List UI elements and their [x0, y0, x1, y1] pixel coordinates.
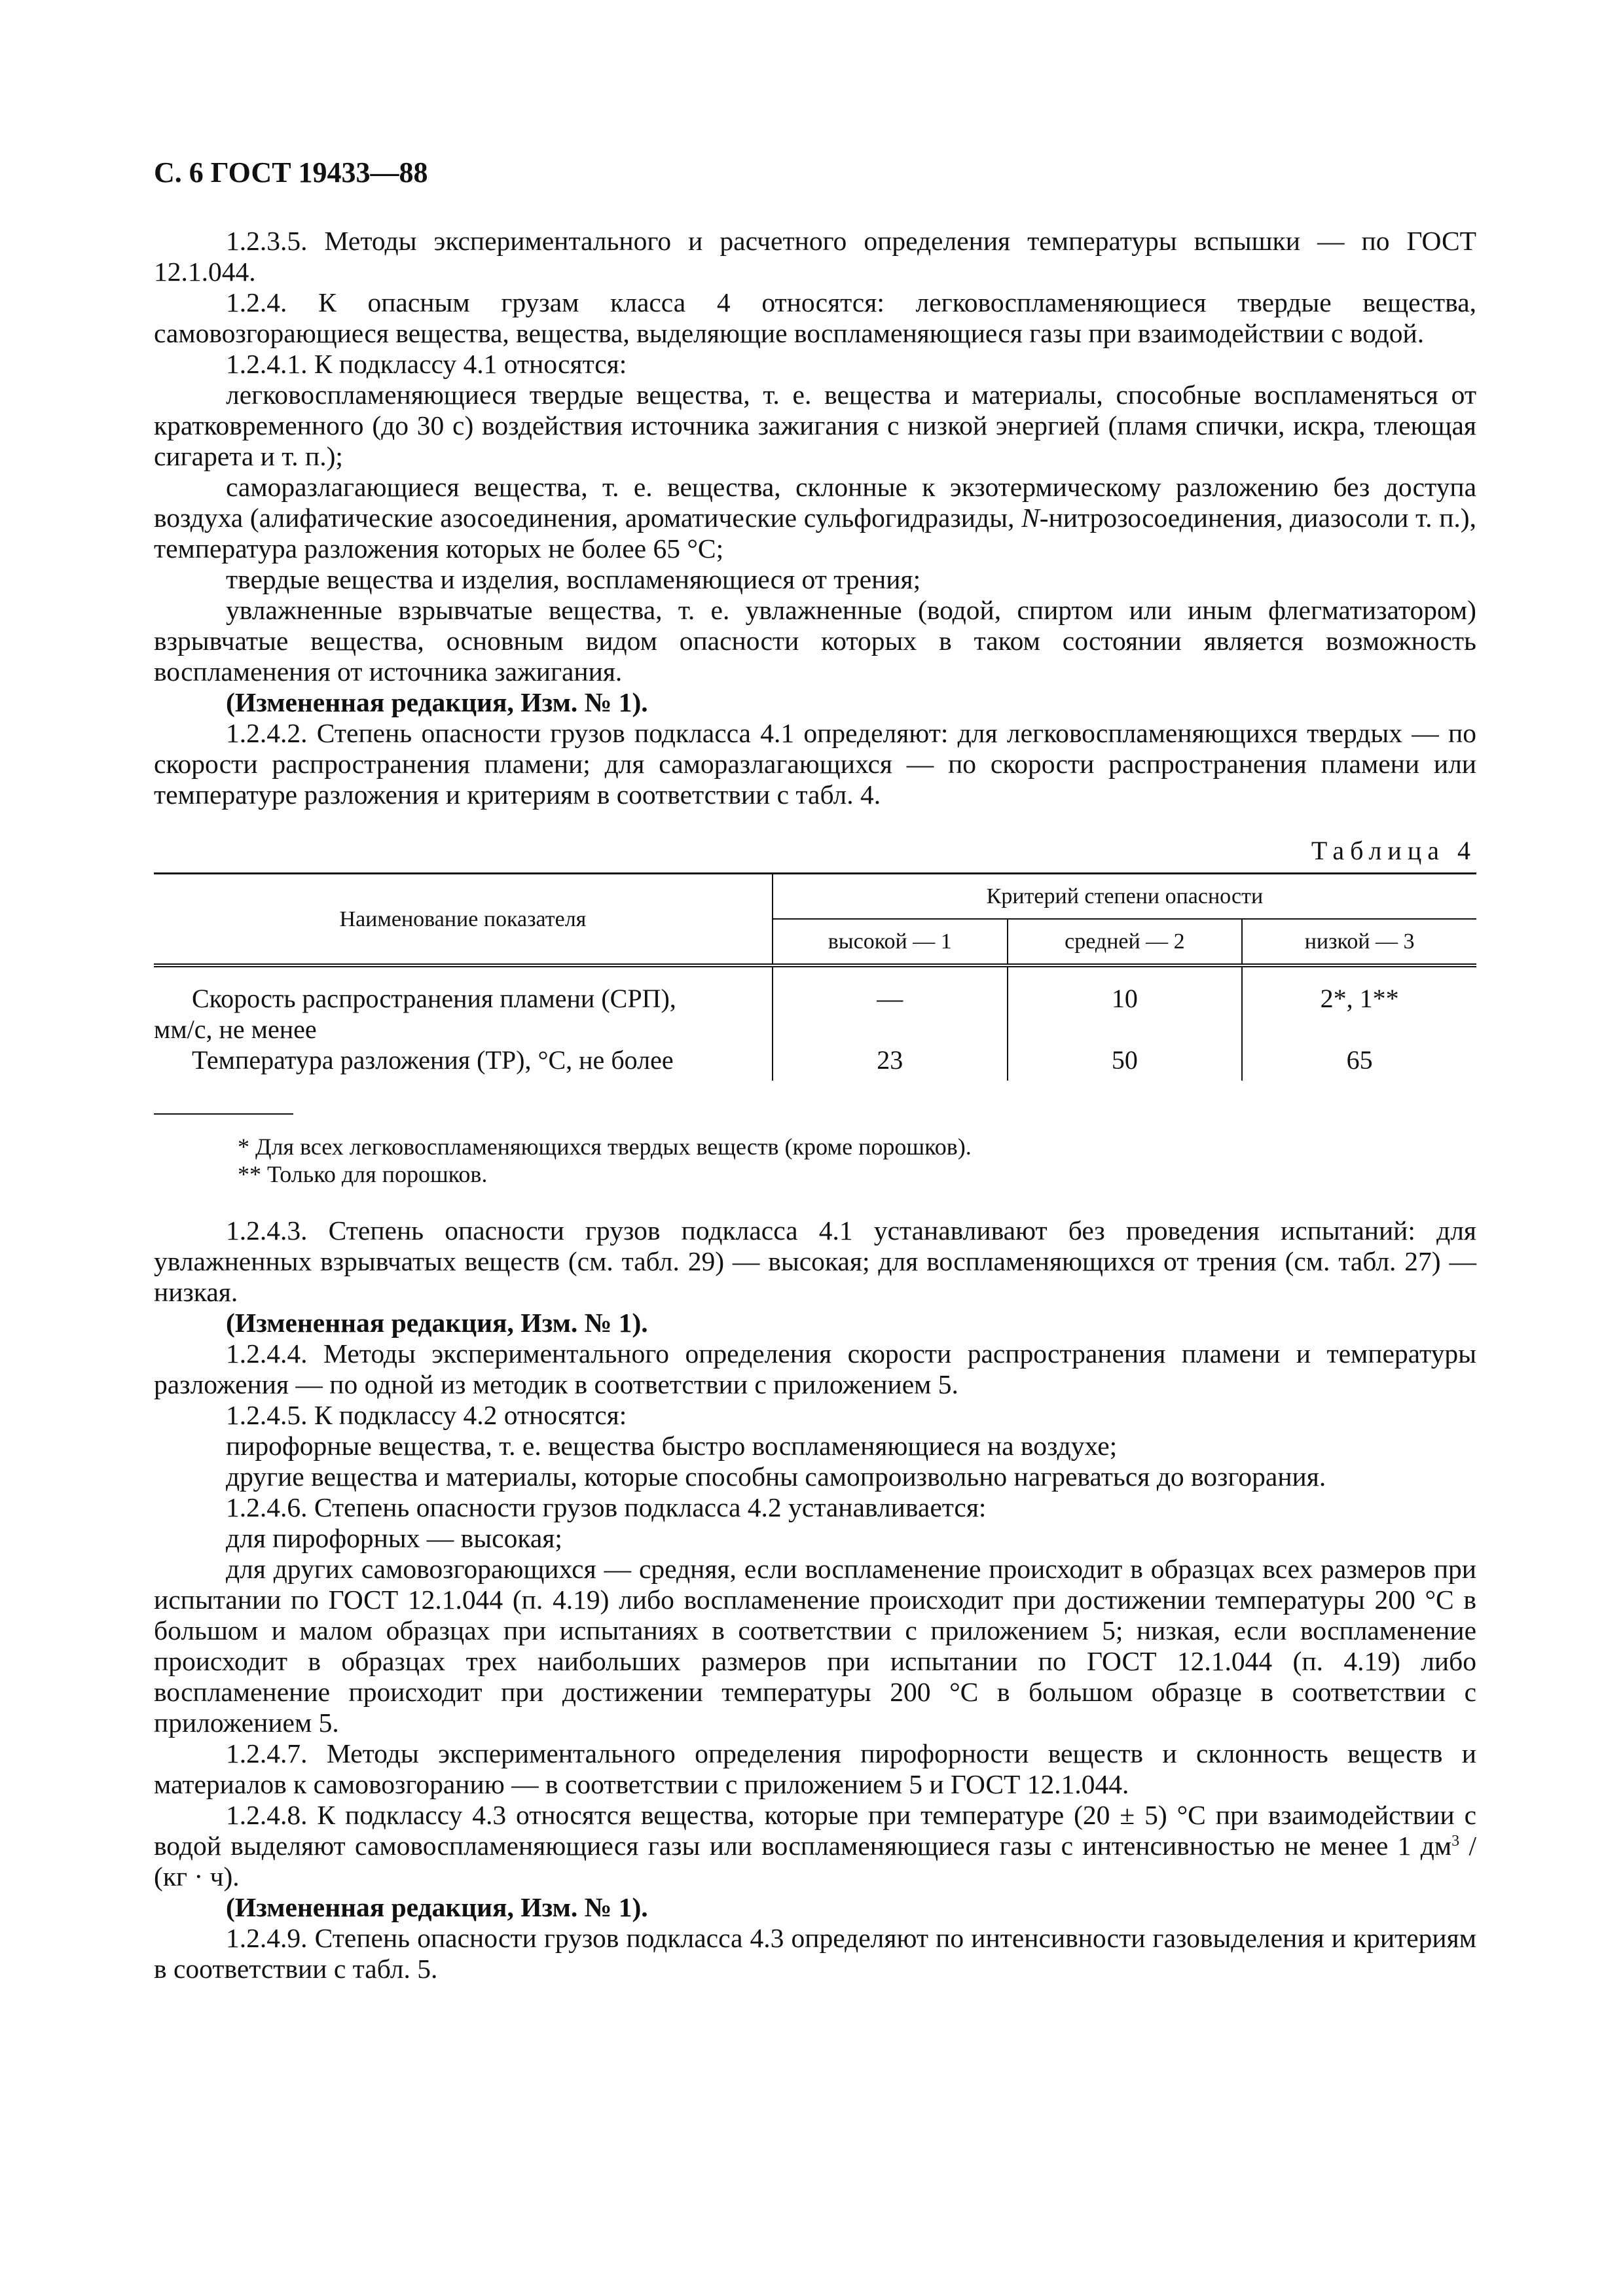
row-name — [154, 965, 773, 1045]
table-row — [154, 965, 1476, 1045]
amendment-note: (Измененная редакция, Изм. № 1). — [226, 1308, 648, 1338]
top-text-block — [154, 226, 1476, 810]
paragraph-other-substances: другие вещества и материалы, которые способны самопроизвольно нагреваться до возгорания. — [226, 1462, 1326, 1492]
paragraph-1-2-4: 1.2.4. К опасным грузам класса 4 относятся: легковоспламеняющиеся твердые вещества, самовозгорающиеся вещества, вещества, выделяющие воспламеняющиеся газы при взаимодействии с водой. — [154, 287, 1476, 348]
header-criteria: Критерий степени опасности — [773, 874, 1476, 920]
paragraph-1-2-4-8 — [154, 1800, 1476, 1892]
italic-n: N — [1021, 503, 1040, 533]
paragraph-1-2-4-7: 1.2.4.7. Методы экспериментального определения пирофорности веществ и склонность веществ и материалов к самовозгоранию — в соответствии с приложением 5 и ГОСТ 12.1.044. — [154, 1738, 1476, 1799]
row-name-line1: Температура разложения (ТР), °С, не более — [192, 1045, 674, 1075]
paragraph-desensitized-explosives: увлажненные взрывчатые вещества, т. е. увлажненные (водой, спиртом или иным флегматизатором) взрывчатые вещества, основным видом опасности которых в таком состоянии является возможность воспламенения от источника зажигания. — [154, 595, 1476, 687]
header-level-high: высокой — 1 — [773, 919, 1008, 965]
paragraph-flammable-solids: легковоспламеняющиеся твердые вещества, т. е. вещества и материалы, способные воспламеняться от кратковременного (до 30 с) воздействия источника зажигания с низкой энергией (пламя спички, искра, тлеющая сигарета и т. п.); — [154, 380, 1476, 471]
footnote-2: ** Только для порошков. — [238, 1161, 488, 1187]
paragraph-1-2-4-2: 1.2.4.2. Степень опасности грузов подкласса 4.1 определяют: для легковоспламеняющихся твердых — по скорости распространения пламени; для саморазлагающихся — по скорости распространения пламени или температуре разложения и критериям в соответствии с табл. 4. — [154, 718, 1476, 810]
row-name-line2: мм/с, не менее — [154, 1014, 317, 1044]
cell-value: 23 — [773, 1045, 1008, 1081]
cell-value: 10 — [1008, 965, 1243, 1045]
cell-value: — — [773, 965, 1008, 1045]
table-caption: Таблица 4 — [1311, 836, 1476, 865]
footnote-divider — [154, 1113, 293, 1115]
amendment-note: (Измененная редакция, Изм. № 1). — [226, 687, 648, 717]
text-segment: / (кг · ч). — [154, 1831, 1477, 1892]
text-segment: -нитрозосоединения, диазосоли т. п.), температура разложения которых не более 65 °С; — [154, 503, 1476, 564]
row-name — [154, 1045, 773, 1081]
header-level-low: низкой — 3 — [1242, 919, 1476, 965]
paragraph-1-2-4-4: 1.2.4.4. Методы экспериментального определения скорости распространения пламени и температуры разложения — по одной из методик в соответствии с приложением 5. — [154, 1338, 1476, 1399]
paragraph-1-2-4-6: 1.2.4.6. Степень опасности грузов подкласса 4.2 устанавливается: — [226, 1492, 987, 1522]
paragraph-1-2-3-5: 1.2.3.5. Методы экспериментального и расчетного определения температуры вспышки — по ГОСТ 12.1.044. — [154, 226, 1476, 287]
header-name: Наименование показателя — [154, 874, 773, 966]
table-4 — [154, 872, 1476, 1081]
paragraph-1-2-4-5: 1.2.4.5. К подклассу 4.2 относятся: — [226, 1400, 627, 1430]
paragraph-friction: твердые вещества и изделия, воспламеняющиеся от трения; — [226, 564, 921, 594]
paragraph-1-2-4-9: 1.2.4.9. Степень опасности грузов подкласса 4.3 определяют по интенсивности газовыделения и критериям в соответствии с табл. 5. — [154, 1923, 1476, 1984]
amendment-note: (Измененная редакция, Изм. № 1). — [226, 1892, 648, 1922]
cell-value: 65 — [1346, 1045, 1373, 1075]
page-header: С. 6 ГОСТ 19433—88 — [154, 156, 428, 188]
footnote-1: * Для всех легковоспламеняющихся твердых веществ (кроме порошков). — [238, 1134, 972, 1160]
superscript: 3 — [1451, 1833, 1460, 1850]
bottom-text-block — [154, 1215, 1476, 1984]
paragraph-self-reactive — [154, 472, 1476, 564]
cell-value: 2*, 1** — [1320, 984, 1399, 1013]
text-segment: 1.2.4.8. К подклассу 4.3 относятся вещества, которые при температуре (20 ± 5) °С при взаимодействии с водой выделяют самовоспламеняющиеся газы или воспламеняющиеся газы с интенсивностью не менее 1 дм — [154, 1800, 1476, 1861]
document-page — [154, 157, 1476, 1984]
row-name-line1: Скорость распространения пламени (СРП), — [192, 984, 676, 1013]
paragraph-pyrophoric-high: для пирофорных — высокая; — [226, 1523, 562, 1553]
paragraph-1-2-4-1: 1.2.4.1. К подклассу 4.1 относятся: — [226, 349, 627, 379]
paragraph-1-2-4-3: 1.2.4.3. Степень опасности грузов подкласса 4.1 устанавливают без проведения испытаний: для увлажненных взрывчатых веществ (см. табл. 29) — высокая; для воспламеняющихся от трения (см. табл. 27) — низкая. — [154, 1215, 1476, 1307]
paragraph-pyrophoric: пирофорные вещества, т. е. вещества быстро воспламеняющиеся на воздухе; — [226, 1431, 1118, 1461]
paragraph-other-self-heating: для других самовозгорающихся — средняя, если воспламенение происходит в образцах всех размеров при испытании по ГОСТ 12.1.044 (п. 4.19) либо воспламенение происходит при достижении температуры 200 °С в большом и малом образцах при испытаниях в соответствии с приложением 5; низкая, если воспламенение происходит в образцах трех наибольших размеров при испытании по ГОСТ 12.1.044 (п. 4.19) либо воспламенение происходит при достижении температуры 200 °С в большом образце в соответствии с приложением 5. — [154, 1554, 1476, 1738]
table-row — [154, 1045, 1476, 1081]
cell-value: 50 — [1008, 1045, 1243, 1081]
header-level-medium: средней — 2 — [1008, 919, 1243, 965]
text-segment: саморазлагающиеся вещества, т. е. вещества, склонные к экзотермическому разложению без доступа воздуха (алифатические азосоединения, ароматические сульфогидразиды, — [154, 472, 1476, 533]
